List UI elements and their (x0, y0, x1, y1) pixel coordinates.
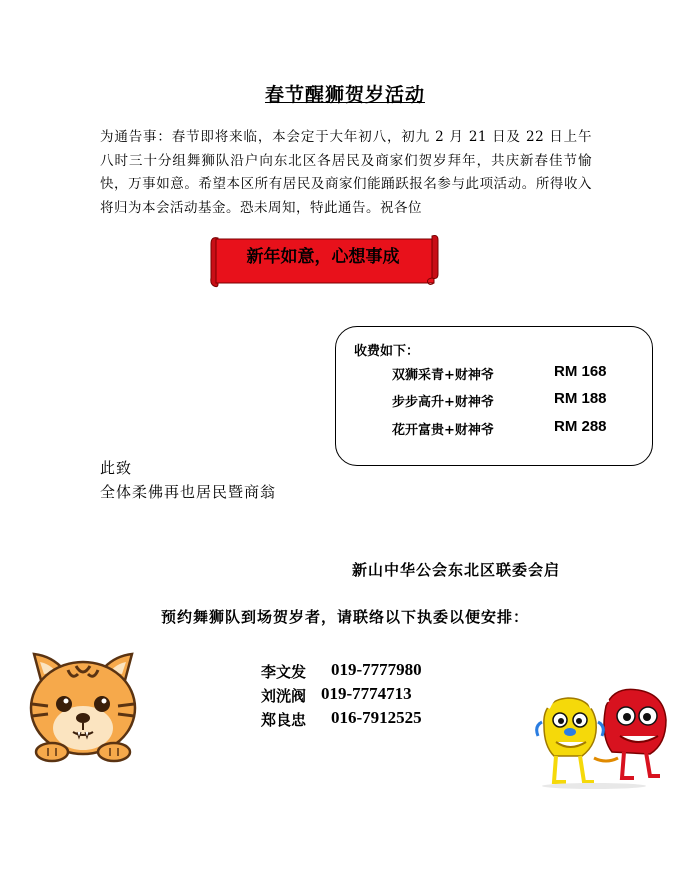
lion-dance-icon (534, 686, 670, 790)
fee-item-price: RM 168 (554, 363, 607, 380)
page-title: 春节醒狮贺岁活动 (264, 84, 425, 106)
signature: 新山中华公会东北区联委会启 (352, 561, 561, 579)
fee-item-name: 双狮采青+财神爷 (392, 368, 494, 383)
notice-paragraph: 为通告事：春节即将来临，本会定于大年初八，初九 2 月 21 日及 22 日上午八时三十分组舞狮队沿户向东北区各居民及商家们贺岁拜年，共庆新春佳节愉快，万事如意。希望本区所有居民及商家们能踊跃报名参与此项活动。所得收入将归为本会活动基金。恐未周知，特此通告。祝各位 (100, 129, 592, 216)
contact-note: 预约舞狮队到场贺岁者，请联络以下执委以便安排： (160, 608, 529, 626)
fee-title: 收费如下： (354, 344, 420, 359)
closing-line: 此致 (100, 459, 133, 477)
fee-item-name: 步步高升+财神爷 (392, 395, 494, 410)
contact-name: 郑良忠 (260, 711, 306, 729)
fee-item-price: RM 288 (554, 418, 607, 435)
fee-item-name: 花开富贵+财神爷 (392, 423, 494, 438)
cartoon-tiger-icon (22, 644, 144, 764)
closing-recipient: 全体柔佛再也居民暨商翁 (100, 483, 277, 501)
contact-name: 刘洸阀 (260, 687, 306, 705)
banner-text: 新年如意，心想事成 (246, 247, 400, 267)
fee-item-price: RM 188 (554, 390, 607, 407)
contact-phone: 019-7777980 (331, 660, 422, 679)
contact-phone: 019-7774713 (321, 684, 412, 703)
contact-name: 李文发 (260, 663, 306, 681)
contact-phone: 016-7912525 (331, 708, 422, 727)
